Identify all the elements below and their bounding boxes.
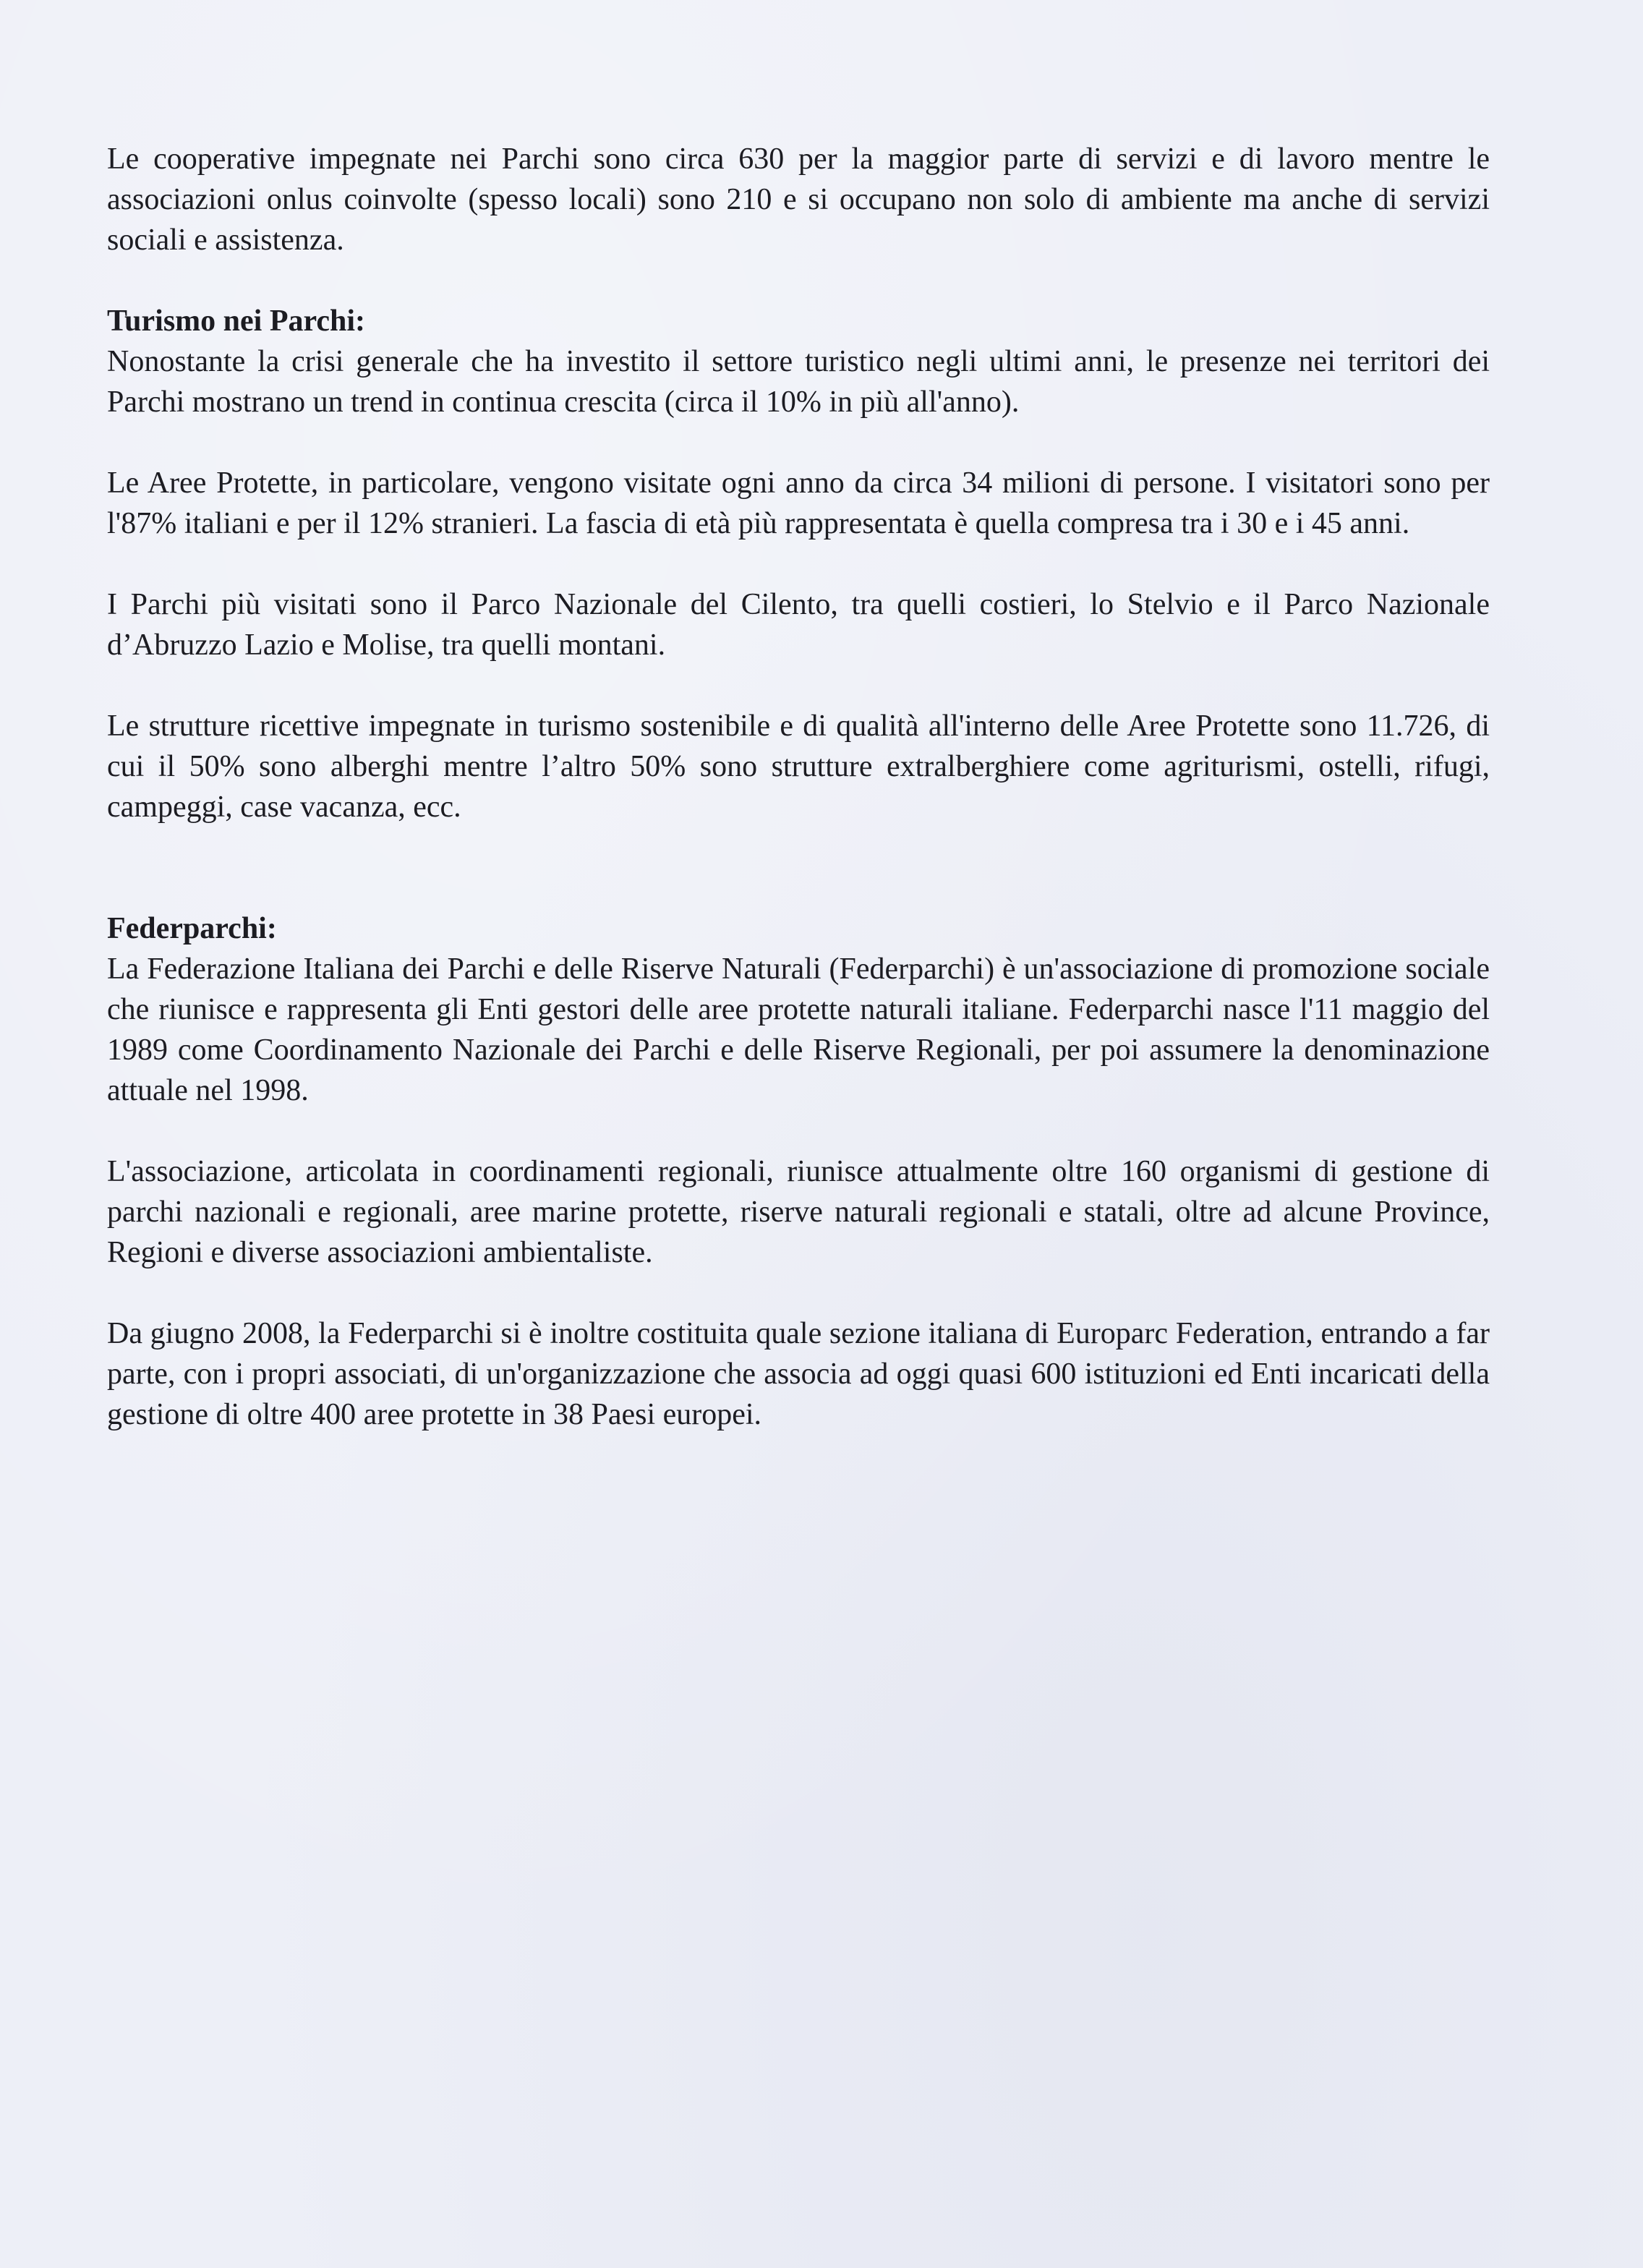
section-heading-turismo: Turismo nei Parchi: [107,304,366,338]
turismo-paragraph: Le strutture ricettive impegnate in turismo sostenibile e di qualità all'interno delle Aree Protette sono 11.726, di cui il 50% sono alberghi mentre l’altro 50% sono strutture extralberghiere come agriturismi, ostelli, rifugi, campeggi, case vacanza, ecc. [107,709,1490,824]
federparchi-paragraph: Da giugno 2008, la Federparchi si è inoltre costituita quale sezione italiana di Europarc Federation, entrando a far parte, con i propri associati, di un'organizzazione che associa ad oggi quasi 600 istituzioni ed Enti incaricati della gestione di oltre 400 aree protette in 38 Paesi europei. [107,1317,1490,1431]
section-heading-federparchi: Federparchi: [107,912,277,945]
federparchi-paragraph: La Federazione Italiana dei Parchi e delle Riserve Naturali (Federparchi) è un'associazione di promozione sociale che riunisce e rappresenta gli Enti gestori delle aree protette naturali italiane. Federparchi nasce l'11 maggio del 1989 come Coordinamento Nazionale dei Parchi e delle Riserve Regionali, per poi assumere la denominazione attuale nel 1998. [107,952,1490,1107]
spacer [107,1273,1490,1313]
spacer [107,827,1490,908]
spacer [107,544,1490,584]
federparchi-paragraph: L'associazione, articolata in coordinamenti regionali, riunisce attualmente oltre 160 organismi di gestione di parchi nazionali e regionali, aree marine protette, riserve naturali regionali e statali, oltre ad alcune Province, Regioni e diverse associazioni ambientaliste. [107,1155,1490,1269]
spacer [107,422,1490,463]
spacer [107,260,1490,301]
turismo-paragraph: Le Aree Protette, in particolare, vengono visitate ogni anno da circa 34 milioni di persone. I visitatori sono per l'87% italiani e per il 12% stranieri. La fascia di età più rappresentata è quella compresa tra i 30 e i 45 anni. [107,466,1490,540]
spacer [107,1111,1490,1151]
turismo-paragraph: I Parchi più visitati sono il Parco Nazionale del Cilento, tra quelli costieri, lo Stelvio e il Parco Nazionale d’Abruzzo Lazio e Molise, tra quelli montani. [107,588,1490,662]
turismo-paragraph: Nonostante la crisi generale che ha investito il settore turistico negli ultimi anni, le presenze nei territori dei Parchi mostrano un trend in continua crescita (circa il 10% in più all'anno). [107,345,1490,419]
spacer [107,665,1490,706]
intro-paragraph: Le cooperative impegnate nei Parchi sono circa 630 per la maggior parte di servizi e di lavoro mentre le associazioni onlus coinvolte (spesso locali) sono 210 e si occupano non solo di ambiente ma anche di servizi sociali e assistenza. [107,142,1490,257]
document-body [107,139,1490,1435]
